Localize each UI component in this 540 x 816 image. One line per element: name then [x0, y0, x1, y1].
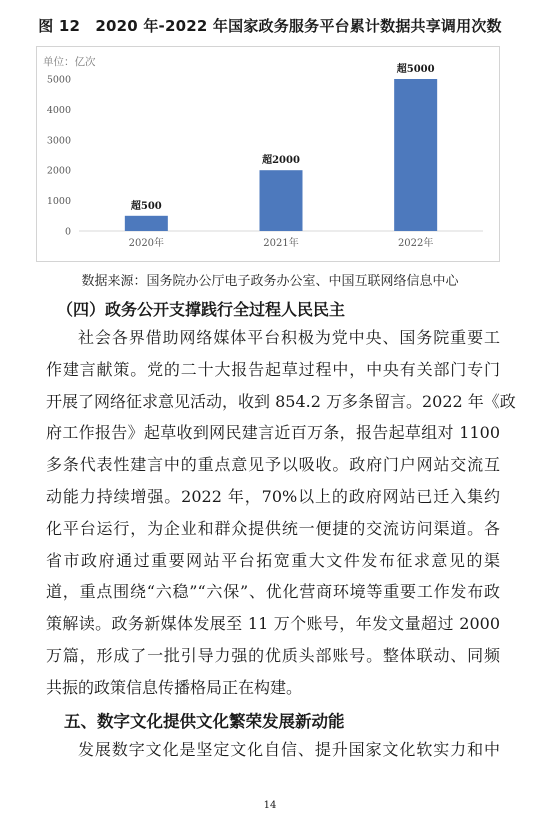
subsection-body-line: 府工作报告》起草收到网民建言近百万条，报告起草组对 1100	[46, 423, 500, 443]
bar-2022年	[394, 79, 437, 231]
y-tick-label: 4000	[46, 104, 71, 116]
subsection-body-line: 共振的政策信息传播格局正在构建。	[46, 677, 303, 697]
subsection-body-line: 动能力持续增强。2022 年，70%以上的政府网站已迁入集约	[46, 486, 500, 506]
subsection-body-line: 作建言献策。党的二十大报告起草过程中，中央有关部门专门	[46, 359, 500, 379]
subsection-heading: （四）政务公开支撑践行全过程人民民主	[57, 300, 346, 319]
subsection-body-line: 社会各界借助网络媒体平台积极为党中央、国务院重要工	[78, 328, 500, 347]
data-label: 超5000	[396, 64, 435, 75]
y-axis-unit-label: 单位：亿次	[43, 56, 96, 68]
y-tick-label: 3000	[46, 135, 71, 147]
subsection-body-line: 化平台运行，为企业和群众提供统一便捷的交流访问渠道。各	[46, 518, 500, 538]
y-tick-label: 1000	[46, 196, 71, 208]
x-tick-label: 2021年	[263, 238, 299, 249]
x-tick-label: 2020年	[128, 238, 165, 249]
page-number: 14	[263, 800, 277, 811]
subsection-body-line: 省市政府通过重要网站平台拓宽重大文件发布征求意见的渠	[46, 550, 500, 570]
y-tick-label: 5000	[46, 74, 71, 86]
bar-2021年	[260, 170, 303, 231]
figure-title: 图 12 2020 年-2022 年国家政务服务平台累计数据共享调用次数	[38, 17, 502, 35]
bar-2020年	[125, 216, 168, 231]
subsection-body-line: 策解读。政务新媒体发展至 11 万个账号，年发文量超过 2000	[46, 614, 500, 634]
figure-source: 数据来源：国务院办公厅电子政务办公室、中国互联网络信息中心	[81, 274, 459, 289]
subsection-body-line: 开展了网络征求意见活动，收到 854.2 万多条留言。2022 年《政	[46, 391, 516, 411]
section-body-line: 发展数字文化是坚定文化自信、提升国家文化软实力和中	[78, 740, 500, 759]
data-label: 超500	[130, 200, 162, 212]
subsection-body-line: 多条代表性建言中的重点意见予以吸收。政府门户网站交流互	[46, 455, 500, 475]
section-body	[46, 734, 500, 766]
data-label: 超2000	[262, 155, 300, 167]
y-tick-label: 2000	[46, 165, 71, 177]
subsection-body-line: 万篇，形成了一批引导力强的优质头部账号。整体联动、同频	[46, 645, 500, 665]
x-tick-label: 2022年	[397, 238, 434, 249]
bar-chart-svg	[37, 47, 499, 261]
section-heading: 五、数字文化提供文化繁荣发展新动能	[64, 712, 345, 731]
y-tick-label: 0	[64, 226, 71, 238]
subsection-body	[46, 322, 516, 704]
subsection-body-line: 道，重点围绕“六稳”“六保”、优化营商环境等重要工作发布政	[46, 582, 500, 602]
bar-chart	[36, 46, 500, 262]
